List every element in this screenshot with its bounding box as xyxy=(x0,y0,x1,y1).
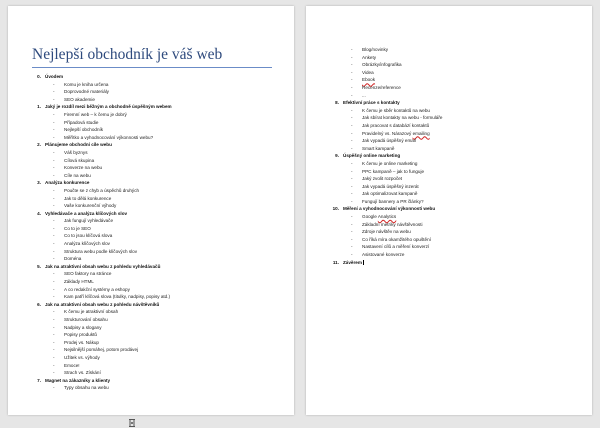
outline-chapter-heading[interactable] xyxy=(306,259,592,267)
bullet-dash-icon: - xyxy=(53,149,55,155)
chapter-number: 3. xyxy=(37,180,41,186)
chapter-title: Analýza konkurence xyxy=(45,180,90,186)
outline-bullet-item[interactable] xyxy=(306,76,592,84)
bullet-dash-icon: - xyxy=(351,107,353,113)
item-text: Videa xyxy=(362,69,374,75)
item-text: K čemu je online marketing xyxy=(362,160,418,166)
item-text: Strach vs. Získání xyxy=(64,370,101,376)
bullet-dash-icon: - xyxy=(53,256,55,262)
chapter-title: Jak na atraktivní obsah webu z pohledu návštěvníků xyxy=(45,301,160,307)
bullet-dash-icon: - xyxy=(53,309,55,315)
bullet-dash-icon: - xyxy=(351,92,353,98)
bullet-dash-icon: - xyxy=(351,122,353,128)
item-text: SEO akademie xyxy=(64,96,95,102)
chapter-title: Měření a vyhodnocování výkonnosti webu xyxy=(343,206,436,212)
outline-bullet-item[interactable] xyxy=(8,195,294,203)
item-text: Jak vypadá úspěšný inzerát xyxy=(362,183,419,189)
outline-bullet-item[interactable] xyxy=(8,308,294,316)
bullet-dash-icon: - xyxy=(351,229,353,235)
item-text: Cílová skupina xyxy=(64,157,95,163)
outline-chapter-heading[interactable] xyxy=(8,103,294,111)
chapter-number: 10. xyxy=(332,206,339,212)
item-text: Co říká míra okamžitého opuštění xyxy=(362,236,431,242)
bullet-dash-icon: - xyxy=(351,62,353,68)
item-text: Recenze/reference xyxy=(362,84,401,90)
bullet-dash-icon: - xyxy=(351,252,353,258)
text-cursor xyxy=(363,260,364,266)
bullet-dash-icon: - xyxy=(53,317,55,322)
outline-bullet-item[interactable] xyxy=(306,198,592,206)
item-text: ... xyxy=(362,92,366,98)
item-text: Smart kampaně xyxy=(362,145,395,151)
bullet-dash-icon: - xyxy=(53,96,55,102)
outline-bullet-item[interactable] xyxy=(8,134,294,142)
bullet-dash-icon: - xyxy=(53,218,55,224)
item-text: Ebook xyxy=(362,77,376,83)
chapter-number: 6. xyxy=(37,301,41,307)
document-title[interactable]: Nejlepší obchodník je váš web xyxy=(32,46,223,63)
page-separator-icon[interactable] xyxy=(128,419,136,427)
item-text: Blog/novinky xyxy=(362,47,389,52)
item-text: Obrázky/infografika xyxy=(362,62,402,68)
bullet-dash-icon: - xyxy=(351,77,353,83)
chapter-title: Vyhledávače a analýza klíčových slov xyxy=(45,210,128,216)
item-text: Konverze na webu xyxy=(64,165,103,171)
bullet-dash-icon: - xyxy=(53,324,55,330)
outline-bullet-item[interactable] xyxy=(8,240,294,248)
outline-bullet-item[interactable] xyxy=(8,270,294,278)
outline-bullet-item[interactable] xyxy=(8,225,294,233)
item-text: Typy obsahu na webu xyxy=(64,385,109,391)
item-text: Vaše konkurenční výhody xyxy=(64,203,117,209)
outline-bullet-item[interactable] xyxy=(306,61,592,69)
chapter-title: Jak na atraktivní obsah webu z pohledu vyhledávačů xyxy=(45,263,161,269)
bullet-dash-icon: - xyxy=(351,54,353,60)
outline-bullet-item[interactable] xyxy=(8,324,294,332)
outline-bullet-item[interactable] xyxy=(306,130,592,138)
outline-bullet-item[interactable] xyxy=(8,172,294,180)
outline-bullet-item[interactable] xyxy=(8,232,294,240)
title-underline xyxy=(32,67,272,68)
bullet-dash-icon: - xyxy=(53,111,55,117)
bullet-dash-icon: - xyxy=(351,160,353,166)
outline-list-page-1 xyxy=(8,73,294,392)
outline-bullet-item[interactable] xyxy=(8,119,294,127)
bullet-dash-icon: - xyxy=(53,248,55,254)
outline-bullet-item[interactable] xyxy=(8,164,294,172)
bullet-dash-icon: - xyxy=(351,47,353,52)
outline-bullet-item[interactable] xyxy=(306,84,592,92)
item-text: Doména xyxy=(64,256,82,262)
outline-bullet-item[interactable] xyxy=(306,145,592,153)
bullet-dash-icon: - xyxy=(351,69,353,75)
outline-chapter-heading[interactable] xyxy=(8,179,294,187)
outline-bullet-item[interactable] xyxy=(8,354,294,362)
outline-bullet-item[interactable] xyxy=(306,221,592,229)
bullet-dash-icon: - xyxy=(53,354,55,360)
bullet-dash-icon: - xyxy=(351,198,353,204)
document-page-1[interactable] xyxy=(8,6,294,415)
outline-bullet-item[interactable] xyxy=(8,286,294,294)
bullet-dash-icon: - xyxy=(53,203,55,209)
outline-bullet-item[interactable] xyxy=(8,157,294,165)
document-page-2[interactable] xyxy=(306,6,592,415)
bullet-dash-icon: - xyxy=(351,244,353,250)
item-text: Google Analytics xyxy=(362,214,397,220)
item-text: Kam patří klíčová slova (titulky, nadpisy, popisy atd.) xyxy=(64,294,171,300)
bullet-dash-icon: - xyxy=(53,241,55,247)
outline-bullet-item[interactable] xyxy=(306,46,592,54)
item-text: Užitek vs. výhody xyxy=(64,354,100,360)
chapter-number: 1. xyxy=(37,104,41,110)
outline-bullet-item[interactable] xyxy=(8,88,294,96)
outline-chapter-heading[interactable] xyxy=(306,99,592,107)
bullet-dash-icon: - xyxy=(351,130,353,136)
outline-bullet-item[interactable] xyxy=(306,251,592,259)
outline-list-page-2 xyxy=(306,46,592,266)
outline-bullet-item[interactable] xyxy=(306,69,592,77)
bullet-dash-icon: - xyxy=(53,294,55,300)
item-text: Základy HTML xyxy=(64,279,94,285)
outline-chapter-heading[interactable] xyxy=(8,377,294,385)
outline-bullet-item[interactable] xyxy=(306,236,592,244)
outline-bullet-item[interactable] xyxy=(8,255,294,263)
outline-bullet-item[interactable] xyxy=(8,331,294,339)
item-text: Jak to dělá konkurence xyxy=(64,195,112,201)
bullet-dash-icon: - xyxy=(53,385,55,391)
outline-bullet-item[interactable] xyxy=(306,190,592,198)
outline-bullet-item[interactable] xyxy=(306,54,592,62)
outline-bullet-item[interactable] xyxy=(8,149,294,157)
bullet-dash-icon: - xyxy=(53,286,55,292)
item-text: Poučte se z chyb a úspěchů druhých xyxy=(64,187,140,193)
item-text: Nejlepší obchodník xyxy=(64,127,104,133)
outline-bullet-item[interactable] xyxy=(306,183,592,191)
bullet-dash-icon: - xyxy=(351,168,353,174)
item-text: Analýza klíčových slov xyxy=(64,241,110,247)
outline-bullet-item[interactable] xyxy=(306,122,592,130)
item-text: Ankety xyxy=(362,54,377,60)
bullet-dash-icon: - xyxy=(351,221,353,227)
item-text: Zdroje návštěv na webu xyxy=(362,229,411,235)
bullet-dash-icon: - xyxy=(53,134,55,140)
outline-bullet-item[interactable] xyxy=(8,202,294,210)
item-text: SEO faktory na stránce xyxy=(64,271,112,277)
item-text: Doprovodné materiály xyxy=(64,89,109,95)
item-text: Pravidelný vs. Nárazový emailing xyxy=(362,130,430,136)
bullet-dash-icon: - xyxy=(53,225,55,231)
bullet-dash-icon: - xyxy=(53,165,55,171)
bullet-dash-icon: - xyxy=(53,279,55,285)
chapter-title: Efektivní práce s kontakty xyxy=(343,100,400,106)
chapter-title: Závěrem xyxy=(343,259,362,265)
bullet-dash-icon: - xyxy=(53,339,55,345)
item-text: Komu je kniha určena xyxy=(64,81,109,87)
item-text: Jak vypadá úspěšný email xyxy=(362,138,416,144)
outline-bullet-item[interactable] xyxy=(306,160,592,168)
bullet-dash-icon: - xyxy=(53,195,55,201)
outline-bullet-item[interactable] xyxy=(306,168,592,176)
outline-bullet-item[interactable] xyxy=(306,228,592,236)
item-text: Cíle na webu xyxy=(64,172,91,178)
bullet-dash-icon: - xyxy=(53,172,55,178)
item-text: Emoce! xyxy=(64,362,80,368)
item-text: K čemu je sběr kontaktů na webu xyxy=(362,107,430,113)
item-text: Váš byznys xyxy=(64,149,88,155)
outline-bullet-item[interactable] xyxy=(306,114,592,122)
item-text: Případová studie xyxy=(64,119,99,125)
bullet-dash-icon: - xyxy=(53,271,55,277)
item-text: Co to jsou klíčová slova xyxy=(64,233,113,239)
bullet-dash-icon: - xyxy=(53,233,55,239)
bullet-dash-icon: - xyxy=(351,84,353,90)
outline-chapter-heading[interactable] xyxy=(8,141,294,149)
bullet-dash-icon: - xyxy=(53,157,55,163)
outline-bullet-item[interactable] xyxy=(306,243,592,251)
outline-bullet-item[interactable] xyxy=(8,339,294,347)
outline-bullet-item[interactable] xyxy=(8,96,294,104)
chapter-number: 9. xyxy=(335,153,339,159)
outline-chapter-heading[interactable] xyxy=(8,301,294,309)
chapter-number: 8. xyxy=(335,100,339,106)
outline-bullet-item[interactable] xyxy=(8,187,294,195)
item-text: K čemu je atraktivní obsah xyxy=(64,309,119,315)
item-text: Firemní web – k čemu je dobrý xyxy=(64,111,127,117)
bullet-dash-icon: - xyxy=(351,138,353,144)
item-text: Nastavení cílů a měření konverzí xyxy=(362,244,430,250)
outline-bullet-item[interactable] xyxy=(306,175,592,183)
outline-chapter-heading[interactable] xyxy=(306,152,592,160)
bullet-dash-icon: - xyxy=(351,236,353,242)
outline-bullet-item[interactable] xyxy=(306,137,592,145)
item-text: Jak sbírat kontakty na webu - formuláře xyxy=(362,115,443,121)
chapter-number: 4. xyxy=(37,210,41,216)
bullet-dash-icon: - xyxy=(53,187,55,193)
bullet-dash-icon: - xyxy=(351,145,353,151)
item-text: Jak fungují vyhledávače xyxy=(64,218,114,224)
chapter-number: 0. xyxy=(37,74,41,79)
item-text: Měřítko a vyhodnocování výkonnosti webu? xyxy=(64,134,154,140)
item-text: Jak optimalizovat kampaně xyxy=(362,191,418,197)
item-text: Prodej vs. Nákup xyxy=(64,339,99,345)
outline-bullet-item[interactable] xyxy=(306,92,592,100)
chapter-number: 2. xyxy=(37,142,41,148)
bullet-dash-icon: - xyxy=(53,81,55,87)
bullet-dash-icon: - xyxy=(53,347,55,353)
item-text: PPC kampaně – jak to funguje xyxy=(362,168,425,174)
item-text: Struktura webu podle klíčových slov xyxy=(64,248,138,254)
chapter-number: 7. xyxy=(37,377,41,383)
item-text: Asistované konverze xyxy=(362,252,405,258)
outline-bullet-item[interactable] xyxy=(8,278,294,286)
chapter-title: Jaký je rozdíl mezi běžným a obchodně úspěšným webem xyxy=(45,104,172,110)
outline-bullet-item[interactable] xyxy=(306,213,592,221)
chapter-number: 5. xyxy=(37,263,41,269)
outline-bullet-item[interactable] xyxy=(8,293,294,301)
chapter-number: 11. xyxy=(332,259,339,265)
item-text: Co to je SEO xyxy=(64,225,91,231)
bullet-dash-icon: - xyxy=(53,127,55,133)
outline-chapter-heading[interactable] xyxy=(8,210,294,218)
chapter-title: Plánujeme obchodní cíle webu xyxy=(45,142,112,148)
chapter-title: Magnet na zákazníky a klienty xyxy=(45,377,111,383)
outline-bullet-item[interactable] xyxy=(8,126,294,134)
bullet-dash-icon: - xyxy=(351,214,353,220)
item-text: Jak pracovat s databází kontaktů xyxy=(362,122,430,128)
bullet-dash-icon: - xyxy=(351,183,353,189)
outline-bullet-item[interactable] xyxy=(8,217,294,225)
item-text: Popisy produktů xyxy=(64,332,97,338)
item-text: A co redakční systémy a eshopy xyxy=(64,286,130,292)
outline-chapter-heading[interactable] xyxy=(8,263,294,271)
bullet-dash-icon: - xyxy=(53,332,55,338)
outline-bullet-item[interactable] xyxy=(8,81,294,89)
bullet-dash-icon: - xyxy=(53,119,55,125)
item-text: Strukturování obsahu xyxy=(64,317,108,322)
bullet-dash-icon: - xyxy=(53,370,55,376)
item-text: Nadpisy a slogany xyxy=(64,324,102,330)
outline-bullet-item[interactable] xyxy=(8,111,294,119)
bullet-dash-icon: - xyxy=(53,362,55,368)
outline-chapter-heading[interactable] xyxy=(8,73,294,81)
item-text: Nejsilnější pomáhej, potom prodávej xyxy=(64,347,139,353)
outline-bullet-item[interactable] xyxy=(306,107,592,115)
outline-bullet-item[interactable] xyxy=(8,316,294,324)
chapter-title: Úspěšný online marketing xyxy=(343,153,401,159)
outline-bullet-item[interactable] xyxy=(8,248,294,256)
item-text: Základní metriky návštěvnosti xyxy=(362,221,423,227)
outline-bullet-item[interactable] xyxy=(8,384,294,392)
outline-bullet-item[interactable] xyxy=(8,362,294,370)
item-text: Fungují bannery a PR články? xyxy=(362,198,424,204)
item-text: Jaký zvolit rozpočet xyxy=(362,176,403,182)
bullet-dash-icon: - xyxy=(53,89,55,95)
outline-bullet-item[interactable] xyxy=(8,346,294,354)
chapter-title: Úvodem xyxy=(45,74,64,79)
outline-bullet-item[interactable] xyxy=(8,369,294,377)
bullet-dash-icon: - xyxy=(351,176,353,182)
bullet-dash-icon: - xyxy=(351,115,353,121)
outline-chapter-heading[interactable] xyxy=(306,205,592,213)
bullet-dash-icon: - xyxy=(351,191,353,197)
